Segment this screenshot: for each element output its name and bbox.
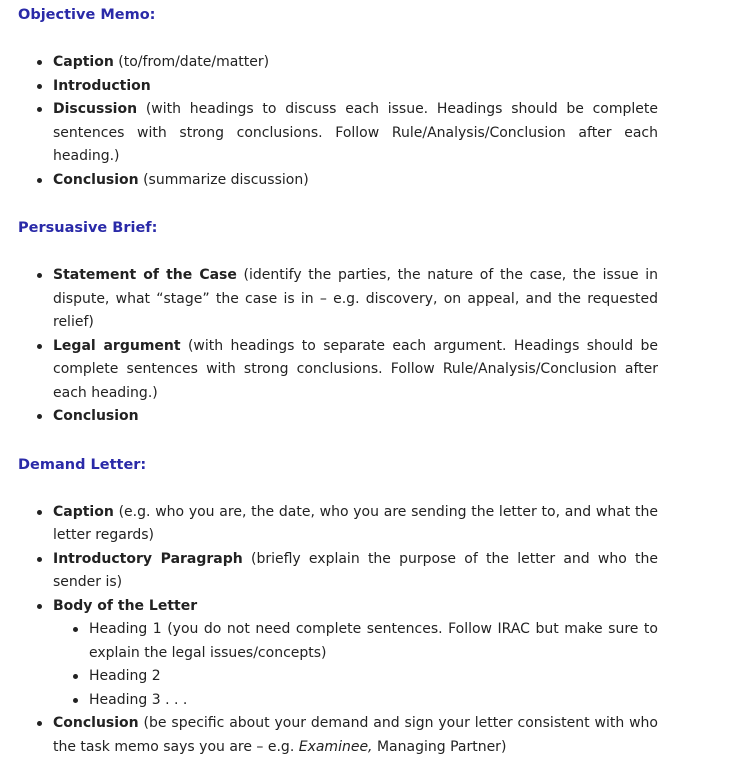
item-term: Caption: [53, 504, 114, 520]
item-term: Conclusion: [53, 172, 139, 188]
item-text: (briefly explain the purpose of the letter and who the sender is): [53, 551, 658, 591]
item-term: Legal argument: [53, 338, 181, 354]
sub-bullet-list: [53, 618, 658, 712]
list-item: [18, 712, 658, 759]
item-text: (with headings to discuss each issue. Headings should be complete sentences with strong conclusions. Follow Rule/Analysis/Conclusion after each heading.): [53, 101, 658, 164]
list-item: [18, 501, 658, 548]
list-item: [18, 264, 658, 335]
item-term: Discussion: [53, 101, 137, 117]
list-item: [18, 75, 658, 99]
item-text: Managing Partner): [373, 739, 507, 755]
item-text: (identify the parties, the nature of the case, the issue in dispute, what “stage” the case is in – e.g. discovery, on appeal, and the requested relief): [53, 267, 658, 330]
list-item: [18, 335, 658, 406]
bullet-list: [18, 51, 658, 192]
item-text: (be specific about your demand and sign your letter consistent with who the task memo says you are – e.g.: [53, 715, 658, 755]
item-term: Introduction: [53, 78, 151, 94]
document-body: [18, 4, 658, 759]
section-title: Persuasive Brief:: [18, 217, 658, 240]
list-item: [18, 405, 658, 429]
section-demand-letter: [18, 454, 658, 759]
item-text: (to/from/date/matter): [114, 54, 269, 70]
item-text: (with headings to separate each argument. Headings should be complete sentences with strong conclusions. Follow Rule/Analysis/Conclusion after each heading.): [53, 338, 658, 401]
item-term: Conclusion: [53, 408, 139, 424]
bullet-list: [18, 264, 658, 429]
item-term: Caption: [53, 54, 114, 70]
list-item: [18, 98, 658, 169]
item-text: (e.g. who you are, the date, who you are sending the letter to, and what the letter regards): [53, 504, 658, 544]
sub-list-item: Heading 2: [53, 665, 658, 689]
list-item: [18, 51, 658, 75]
item-text-italic: Examinee,: [299, 739, 373, 755]
section-persuasive-brief: [18, 217, 658, 429]
sub-list-item: Heading 1 (you do not need complete sentences. Follow IRAC but make sure to explain the legal issues/concepts): [53, 618, 658, 665]
section-title: Objective Memo:: [18, 4, 658, 27]
section-title: Demand Letter:: [18, 454, 658, 477]
list-item: [18, 595, 658, 713]
bullet-list: [18, 501, 658, 759]
sub-list-item: Heading 3 . . .: [53, 689, 658, 713]
item-term: Body of the Letter: [53, 598, 197, 614]
item-term: Introductory Paragraph: [53, 551, 243, 567]
list-item: [18, 169, 658, 193]
item-term: Conclusion: [53, 715, 139, 731]
item-term: Statement of the Case: [53, 267, 237, 283]
section-objective-memo: [18, 4, 658, 192]
list-item: [18, 548, 658, 595]
item-text: (summarize discussion): [139, 172, 309, 188]
